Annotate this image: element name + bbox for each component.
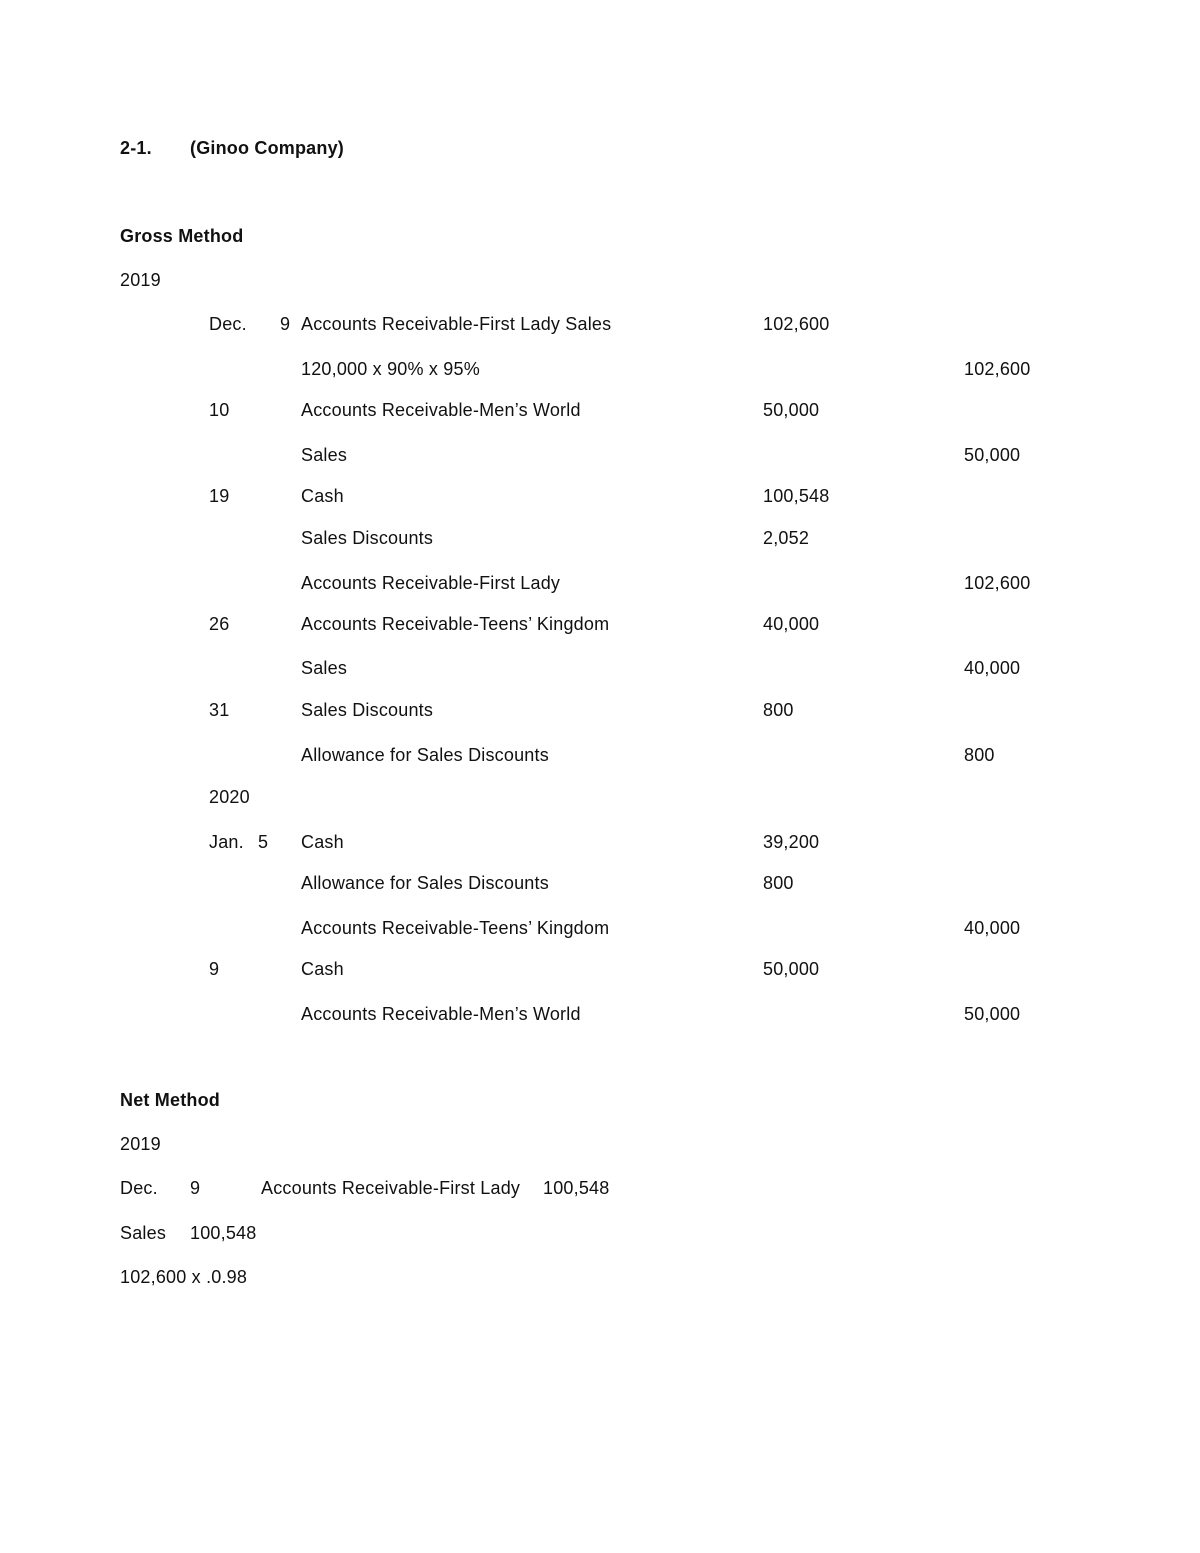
net-computation: 102,600 x .0.98 [120,1267,248,1287]
company-name: (Ginoo Company) [190,138,344,158]
entry-date: 10 [209,400,230,420]
entry-account: Allowance for Sales Discounts [301,873,549,893]
entry-account: Accounts Receivable-Teens’ Kingdom [301,614,610,634]
entry-account: Cash [301,832,344,852]
entry-credit: 40,000 [964,918,1021,938]
entry-debit: 40,000 [763,614,820,634]
entry-account: Accounts Receivable-Teens’ Kingdom [301,918,610,938]
entry-credit: 800 [964,745,995,765]
entry-credit: 102,600 [964,573,1031,593]
entry-debit: 2,052 [763,528,810,548]
entry-debit: 50,000 [763,400,820,420]
entry-account: Accounts Receivable-Men’s World [301,400,581,420]
entry-debit: 39,200 [763,832,820,852]
entry-account: Accounts Receivable-First Lady Sales [301,314,612,334]
entry-account: Sales Discounts [301,528,434,548]
entry-credit: 50,000 [964,1004,1021,1024]
entry-date: 31 [209,700,230,720]
entry-date: Dec. [209,314,247,334]
entry-date: Jan. [209,832,244,852]
net-entry-month: Dec. [120,1178,158,1198]
year-2019: 2019 [120,270,161,290]
entry-date: 19 [209,486,230,506]
problem-number: 2-1. [120,138,152,158]
net-sales-account: Sales [120,1223,167,1243]
entry-account: Accounts Receivable-First Lady [301,573,561,593]
net-sales-amount: 100,548 [190,1223,257,1243]
net-entry-account: Accounts Receivable-First Lady [261,1178,521,1198]
entry-account: Sales [301,658,348,678]
entry-account: Sales [301,445,348,465]
net-entry-amount: 100,548 [543,1178,610,1198]
entry-account: Sales Discounts [301,700,434,720]
entry-debit: 800 [763,700,794,720]
year-2020: 2020 [209,787,250,807]
entry-account: Cash [301,486,344,506]
entry-day: 9 [280,314,291,334]
net-method-heading: Net Method [120,1090,220,1110]
entry-account: Allowance for Sales Discounts [301,745,549,765]
entry-account: 120,000 x 90% x 95% [301,359,480,379]
gross-method-heading: Gross Method [120,226,244,246]
entry-debit: 102,600 [763,314,830,334]
entry-debit: 50,000 [763,959,820,979]
entry-credit: 50,000 [964,445,1021,465]
net-entry-day: 9 [190,1178,201,1198]
net-year-2019: 2019 [120,1134,161,1154]
entry-account: Accounts Receivable-Men’s World [301,1004,581,1024]
entry-account: Cash [301,959,344,979]
entry-date: 26 [209,614,230,634]
entry-credit: 102,600 [964,359,1031,379]
entry-debit: 800 [763,873,794,893]
entry-debit: 100,548 [763,486,830,506]
entry-day: 5 [258,832,269,852]
entry-credit: 40,000 [964,658,1021,678]
entry-date: 9 [209,959,220,979]
